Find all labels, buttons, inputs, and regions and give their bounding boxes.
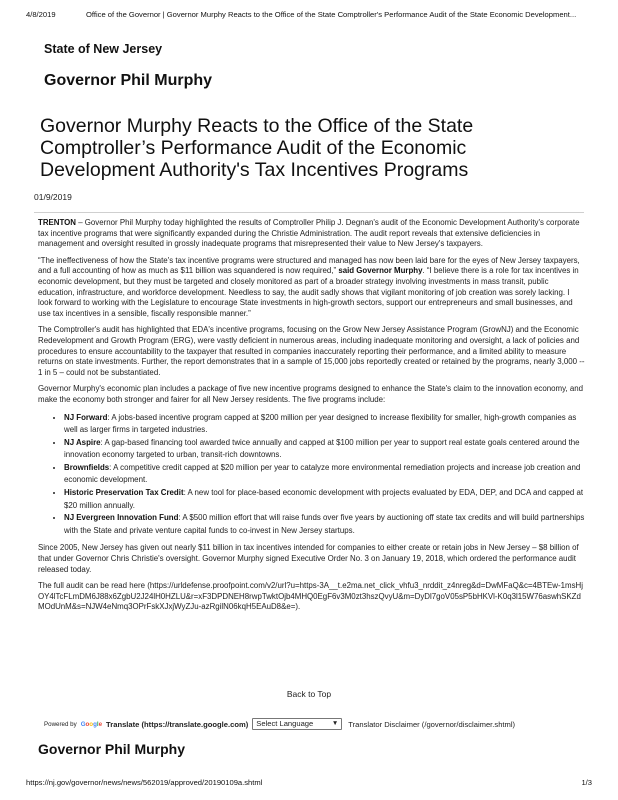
language-select-value: Select Language [256, 719, 314, 728]
audit-link[interactable]: The full audit can be read here (https://urldefense.proofpoint.com/v2/url?u=https-3A__t.e2ma.net_click_vhfu3_nrddit_z4nreg&d=DwMFaQ&c=4BTEw-1msHjOY4lTcFLmDM6J88x6ZgbU2J24lH0HZLU&r=xF3DPDNEH8rwpTwktOjb4MHQ0EgF6v3M0zt3hszQvyU&m=DyDl7goV05sP5bHKVl-K0q3l15W76aswhSKZdMOdUnM&s=NJW4eNmq3OPrFskXJxjWyZJu-azRgilN06kqH5EAuD8&e=). [38, 581, 583, 612]
list-item: • NJ Forward: A jobs-based incentive program capped at $200 million per year designed to increase flexibility for smaller, high-growth companies as well as larger firms in targeted industries. [64, 412, 586, 437]
paragraph-audit: The Comptroller's audit has highlighted that EDA's incentive programs, focusing on the Grow New Jersey Assistance Program (GrowNJ) and the Economic Redevelopment and Growth Program (ERG), were vastly deficient in numerous areas, including inadequate monitoring and oversight, a lack of policies and procedures to ensure accountability to the taxpayer that resulted in companies inaccurately reporting their performance, and a limited ability to measure returns on state investments. Further, the report demonstrates that in a sample of 15,000 jobs reportedly created or retained by the programs, nearly 3,000 -- 1 in 5 – could not be substantiated. [38, 325, 585, 377]
programs-list [38, 412, 586, 538]
divider [34, 212, 584, 213]
translate-bar [44, 717, 515, 731]
translator-disclaimer-link[interactable]: Translator Disclaimer (/governor/disclaimer.shtml) [348, 719, 516, 729]
paragraph-quote: “The ineffectiveness of how the State's tax incentive programs were structured and managed has now been laid bare for the eyes of New Jersey taxpayers, and a full accounting of how as much as $11 billion was squandered is now required,” said Governor Murphy. “I believe there is a role for tax incentives in economic development, but they must be targeted and closely monitored as part of a broader strategy involving investments in mass transit, public education, infrastructure, and workforce development. Needless to say, the audit sadly shows that vigilant monitoring of job creation was sorely lacking. I look forward to working with the Legislature to encourage State investments in high-growth sectors, support our entrepreneurs and small businesses, and use tax incentives in a sensible, fiscally responsible manner.” [38, 255, 580, 318]
chevron-down-icon: ▼ [331, 720, 339, 727]
paragraph-plan: Governor Murphy's economic plan includes a package of five new incentive programs designed to enhance the State's claim to the innovation economy, and make the economy both stronger and fairer for all New Jersey residents. The five programs include: [38, 384, 584, 404]
language-select[interactable] [252, 718, 342, 730]
dateline: TRENTON [38, 218, 76, 227]
article-title: Governor Murphy Reacts to the Office of the State Comptroller’s Performance Audit of the Economic Development Authority's Tax Incentives Programs [40, 115, 474, 181]
list-item: • NJ Aspire: A gap-based financing tool awarded twice annually and capped at $100 million per year to support real estate goals centered around the innovation economy targeted to urban, transit-rich downtowns. [64, 437, 586, 462]
print-url: https://nj.gov/governor/news/news/562019/approved/20190109a.shtml [26, 778, 263, 787]
google-logo: Google [80, 720, 103, 728]
article-date: 01/9/2019 [34, 192, 72, 202]
list-item: • Brownfields: A competitive credit capped at $20 million per year to catalyze more environmental remediation projects and increase job creation and economic development. [64, 462, 586, 487]
said-governor: said Governor Murphy [336, 266, 423, 276]
print-date: 4/8/2019 [26, 10, 56, 19]
state-of-new-jersey-link[interactable]: State of New Jersey [44, 42, 163, 56]
print-page-title: Office of the Governor | Governor Murphy Reacts to the Office of the State Comptroller's Performance Audit of the State Economic Development... [86, 10, 577, 19]
paragraph-history: Since 2005, New Jersey has given out nearly $11 billion in tax incentives intended for companies to either create or retain jobs in New Jersey – $8 billion of that under Governor Chris Christie's oversight. Governor Murphy signed Executive Order No. 3 on January 19, 2018, which ordered the performance audit released today. [38, 543, 579, 574]
footer-governor-name: Governor Phil Murphy [38, 741, 186, 757]
page-number: 1/3 [581, 778, 592, 787]
powered-by-label: Powered by [44, 720, 77, 728]
article-body [38, 218, 586, 619]
governor-name-link[interactable]: Governor Phil Murphy [44, 72, 213, 89]
print-footer [26, 778, 592, 787]
google-translate-link[interactable]: Translate (https://translate.google.com) [106, 719, 249, 729]
list-item: • NJ Evergreen Innovation Fund: A $500 million effort that will raise funds over five years by auctioning off state tax credits and will build partnerships with the State and private venture capital funds to co-invest in New Jersey startups. [64, 512, 586, 537]
back-to-top-link[interactable]: Back to Top [286, 689, 332, 699]
paragraph-intro: TRENTON – Governor Phil Murphy today highlighted the results of Comptroller Philip J. Degnan's audit of the Economic Development Authority's corporate tax incentive programs that were significantly expanded during the Christie Administration. The audit report reveals that extensive deficiencies in management and oversight resulted in grossly inadequate programs that misrepresented their value to New Jersey's taxpayers. [38, 218, 580, 249]
list-item: • Historic Preservation Tax Credit: A new tool for place-based economic development with projects evaluated by EDA, DEP, and DCA and capped at $20 million annually. [64, 487, 586, 512]
